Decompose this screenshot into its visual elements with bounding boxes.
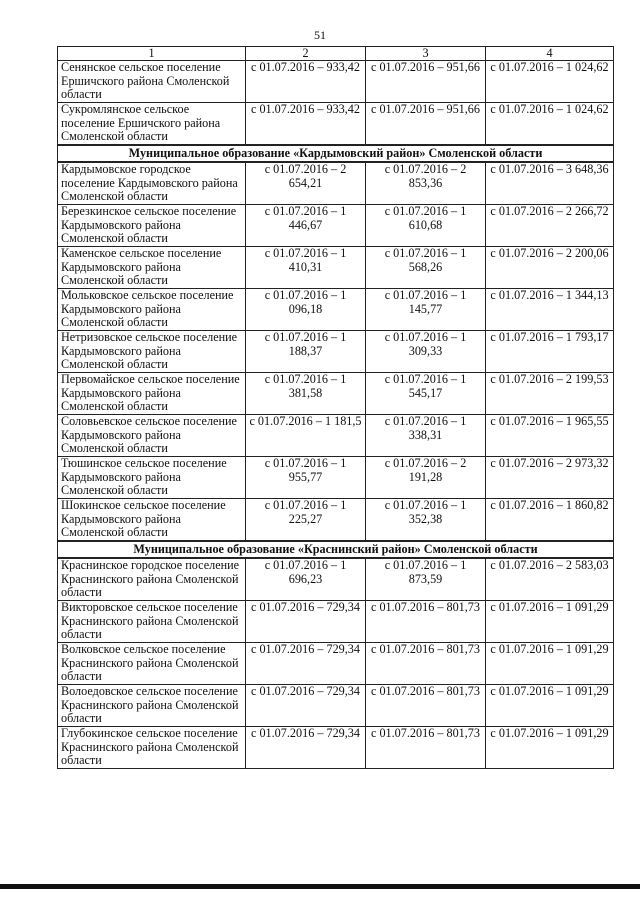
tariff-value-col2: с 01.07.2016 – 729,34 — [246, 643, 366, 685]
tariff-value-col4: с 01.07.2016 – 2 199,53 — [486, 373, 614, 415]
tariff-value-col3: с 01.07.2016 – 1 545,17 — [366, 373, 486, 415]
column-header-3: 3 — [366, 47, 486, 61]
tariff-value-col2: с 01.07.2016 – 729,34 — [246, 727, 366, 769]
column-header-2: 2 — [246, 47, 366, 61]
settlement-name-cell: Соловьевское сельское поселение Кардымовского района Смоленской области — [58, 415, 246, 457]
tariff-value-col3: с 01.07.2016 – 951,66 — [366, 61, 486, 103]
tariff-value-col2: с 01.07.2016 – 1 096,18 — [246, 289, 366, 331]
tariff-value-col4: с 01.07.2016 – 1 091,29 — [486, 685, 614, 727]
tariff-value-col4: с 01.07.2016 – 1 344,13 — [486, 289, 614, 331]
tariff-value-col2: с 01.07.2016 – 933,42 — [246, 103, 366, 146]
section-header-row — [58, 145, 614, 162]
tariff-value-col4: с 01.07.2016 – 1 024,62 — [486, 61, 614, 103]
settlement-name-cell: Кардымовское городское поселение Кардымовского района Смоленской области — [58, 162, 246, 205]
page-number: 51 — [314, 28, 326, 42]
table-row — [58, 457, 614, 499]
tariff-value-col2: с 01.07.2016 – 1 188,37 — [246, 331, 366, 373]
tariff-value-col3: с 01.07.2016 – 1 338,31 — [366, 415, 486, 457]
table-row — [58, 289, 614, 331]
tariff-value-col4: с 01.07.2016 – 1 965,55 — [486, 415, 614, 457]
column-header-4: 4 — [486, 47, 614, 61]
section-title: Муниципальное образование «Краснинский район» Смоленской области — [58, 541, 614, 558]
tariff-value-col3: с 01.07.2016 – 2 191,28 — [366, 457, 486, 499]
table-row — [58, 558, 614, 601]
tariff-value-col3: с 01.07.2016 – 1 610,68 — [366, 205, 486, 247]
tariff-value-col4: с 01.07.2016 – 1 860,82 — [486, 499, 614, 542]
tariff-value-col4: с 01.07.2016 – 1 793,17 — [486, 331, 614, 373]
tariff-value-col4: с 01.07.2016 – 3 648,36 — [486, 162, 614, 205]
tariff-value-col2: с 01.07.2016 – 1 181,5 — [246, 415, 366, 457]
tariff-value-col2: с 01.07.2016 – 1 955,77 — [246, 457, 366, 499]
tariff-value-col2: с 01.07.2016 – 1 696,23 — [246, 558, 366, 601]
table-row — [58, 331, 614, 373]
column-header-1: 1 — [58, 47, 246, 61]
tariff-value-col3: с 01.07.2016 – 1 568,26 — [366, 247, 486, 289]
settlement-name-cell: Мольковское сельское поселение Кардымовского района Смоленской области — [58, 289, 246, 331]
tariff-value-col4: с 01.07.2016 – 1 091,29 — [486, 601, 614, 643]
tariff-value-col2: с 01.07.2016 – 729,34 — [246, 601, 366, 643]
tariff-value-col3: с 01.07.2016 – 801,73 — [366, 685, 486, 727]
table-row — [58, 373, 614, 415]
table-row — [58, 727, 614, 769]
table-row — [58, 643, 614, 685]
tariff-value-col4: с 01.07.2016 – 1 091,29 — [486, 643, 614, 685]
table-row — [58, 205, 614, 247]
tariff-value-col3: с 01.07.2016 – 801,73 — [366, 643, 486, 685]
settlement-name-cell: Волковское сельское поселение Краснинского района Смоленской области — [58, 643, 246, 685]
tariff-value-col3: с 01.07.2016 – 801,73 — [366, 727, 486, 769]
table-row — [58, 415, 614, 457]
tariff-value-col3: с 01.07.2016 – 1 873,59 — [366, 558, 486, 601]
tariff-value-col2: с 01.07.2016 – 933,42 — [246, 61, 366, 103]
tariff-value-col3: с 01.07.2016 – 801,73 — [366, 601, 486, 643]
settlement-name-cell: Глубокинское сельское поселение Краснинского района Смоленской области — [58, 727, 246, 769]
tariff-value-col3: с 01.07.2016 – 2 853,36 — [366, 162, 486, 205]
table-row — [58, 601, 614, 643]
table-row — [58, 162, 614, 205]
settlement-name-cell: Волоедовское сельское поселение Краснинского района Смоленской области — [58, 685, 246, 727]
section-title: Муниципальное образование «Кардымовский район» Смоленской области — [58, 145, 614, 162]
settlement-name-cell: Сукромлянское сельское поселение Ершичского района Смоленской области — [58, 103, 246, 146]
settlement-name-cell: Каменское сельское поселение Кардымовского района Смоленской области — [58, 247, 246, 289]
bottom-rule — [0, 884, 640, 889]
tariff-table-body — [58, 47, 614, 769]
tariff-value-col4: с 01.07.2016 – 2 266,72 — [486, 205, 614, 247]
table-row — [58, 685, 614, 727]
tariff-value-col3: с 01.07.2016 – 1 145,77 — [366, 289, 486, 331]
column-number-row — [58, 47, 614, 61]
settlement-name-cell: Сенянское сельское поселение Ершичского района Смоленской области — [58, 61, 246, 103]
settlement-name-cell: Шокинское сельское поселение Кардымовского района Смоленской области — [58, 499, 246, 542]
tariff-value-col2: с 01.07.2016 – 1 381,58 — [246, 373, 366, 415]
settlement-name-cell: Первомайское сельское поселение Кардымовского района Смоленской области — [58, 373, 246, 415]
tariff-value-col4: с 01.07.2016 – 2 200,06 — [486, 247, 614, 289]
table-row — [58, 247, 614, 289]
settlement-name-cell: Викторовское сельское поселение Краснинского района Смоленской области — [58, 601, 246, 643]
tariff-table — [57, 46, 614, 769]
tariff-value-col4: с 01.07.2016 – 1 024,62 — [486, 103, 614, 146]
tariff-value-col2: с 01.07.2016 – 729,34 — [246, 685, 366, 727]
tariff-value-col2: с 01.07.2016 – 1 225,27 — [246, 499, 366, 542]
settlement-name-cell: Березкинское сельское поселение Кардымовского района Смоленской области — [58, 205, 246, 247]
tariff-value-col4: с 01.07.2016 – 1 091,29 — [486, 727, 614, 769]
settlement-name-cell: Краснинское городское поселение Краснинского района Смоленской области — [58, 558, 246, 601]
tariff-value-col4: с 01.07.2016 – 2 583,03 — [486, 558, 614, 601]
settlement-name-cell: Нетризовское сельское поселение Кардымовского района Смоленской области — [58, 331, 246, 373]
settlement-name-cell: Тюшинское сельское поселение Кардымовского района Смоленской области — [58, 457, 246, 499]
tariff-value-col4: с 01.07.2016 – 2 973,32 — [486, 457, 614, 499]
tariff-value-col3: с 01.07.2016 – 1 352,38 — [366, 499, 486, 542]
table-row — [58, 103, 614, 146]
tariff-value-col2: с 01.07.2016 – 1 446,67 — [246, 205, 366, 247]
section-header-row — [58, 541, 614, 558]
tariff-value-col3: с 01.07.2016 – 951,66 — [366, 103, 486, 146]
tariff-value-col3: с 01.07.2016 – 1 309,33 — [366, 331, 486, 373]
table-row — [58, 61, 614, 103]
tariff-value-col2: с 01.07.2016 – 1 410,31 — [246, 247, 366, 289]
table-row — [58, 499, 614, 542]
tariff-value-col2: с 01.07.2016 – 2 654,21 — [246, 162, 366, 205]
